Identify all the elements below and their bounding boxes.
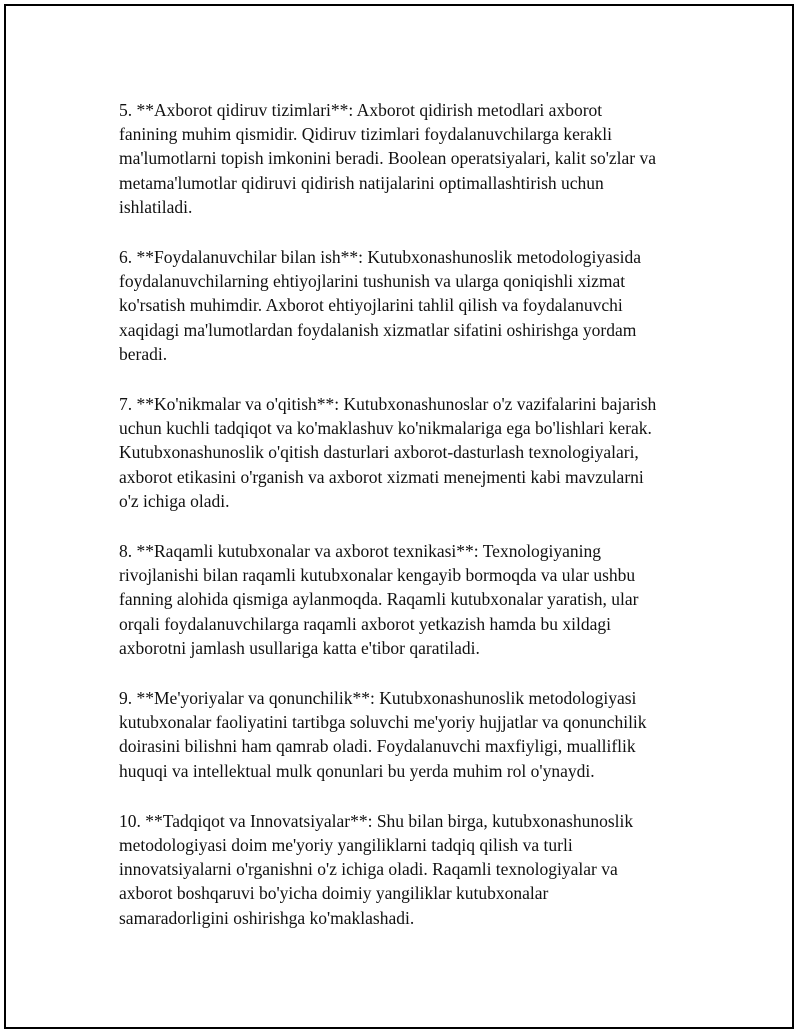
paragraph-10 (119, 809, 719, 930)
paragraph-line: fanning alohida qismiga aylanmoqda. Raqamli kutubxonalar yaratish, ular (119, 589, 639, 610)
paragraph-line: ma'lumotlarni topish imkonini beradi. Boolean operatsiyalari, kalit so'zlar va (119, 148, 657, 169)
paragraph-line: ko'rsatish muhimdir. Axborot ehtiyojlarini tahlil qilish va foydalanuvchi (119, 295, 623, 316)
paragraph-line: uchun kuchli tadqiqot va ko'maklashuv ko'nikmalariga ega bo'lishlari kerak. (119, 418, 652, 439)
paragraph-line: xaqidagi ma'lumotlardan foydalanish xizmatlar sifatini oshirishga yordam (119, 319, 637, 340)
paragraph-8 (119, 539, 719, 660)
paragraph-line: 7. **Ko'nikmalar va o'qitish**: Kutubxonashunoslar o'z vazifalarini bajarish (119, 394, 657, 415)
paragraph-line: beradi. (119, 343, 168, 364)
document-body (119, 98, 719, 956)
paragraph-5 (119, 98, 719, 219)
paragraph-line: 5. **Axborot qidiruv tizimlari**: Axborot qidirish metodlari axborot (119, 100, 603, 120)
paragraph-line: fanining muhim qismidir. Qidiruv tizimlari foydalanuvchilarga kerakli (119, 124, 612, 145)
paragraph-line: o'z ichiga oladi. (119, 490, 230, 511)
paragraph-line: huquqi va intellektual mulk qonunlari bu yerda muhim rol o'ynaydi. (119, 760, 595, 781)
paragraph-line: 10. **Tadqiqot va Innovatsiyalar**: Shu bilan birga, kutubxonashunoslik (119, 810, 634, 831)
paragraph-line: metodologiyasi doim me'yoriy yangiliklarni tadqiq qilish va turli (119, 835, 573, 856)
paragraph-line: axborot boshqaruvi bo'yicha doimiy yangiliklar kutubxonalar (119, 883, 549, 904)
paragraph-line: 6. **Foydalanuvchilar bilan ish**: Kutubxonashunoslik metodologiyasida (119, 247, 642, 268)
page-frame (4, 4, 794, 1029)
paragraph-line: axborot etikasini o'rganish va axborot xizmati menejmenti kabi mavzularni (119, 466, 644, 487)
paragraph-line: axborotni jamlash usullariga katta e'tibor qaratiladi. (119, 637, 480, 658)
paragraph-line: samaradorligini oshirishga ko'maklashadi. (119, 907, 415, 928)
paragraph-line: doirasini bilishni ham qamrab oladi. Foydalanuvchi maxfiyligi, mualliflik (119, 736, 636, 757)
paragraph-line: orqali foydalanuvchilarga raqamli axborot yetkazish hamda bu xildagi (119, 613, 611, 634)
paragraph-7 (119, 392, 719, 513)
paragraph-line: rivojlanishi bilan raqamli kutubxonalar kengayib bormoqda va ular ushbu (119, 565, 636, 586)
paragraph-line: innovatsiyalarni o'rganishni o'z ichiga oladi. Raqamli texnologiyalar va (119, 859, 618, 880)
paragraph-line: metama'lumotlar qidiruvi qidirish natijalarini optimallashtirish uchun (119, 172, 604, 193)
paragraph-line: ishlatiladi. (119, 196, 193, 217)
paragraph-line: Kutubxonashunoslik o'qitish dasturlari axborot-dasturlash texnologiyalari, (119, 442, 639, 463)
paragraph-line: kutubxonalar faoliyatini tartibga soluvchi me'yoriy hujjatlar va qonunchilik (119, 712, 647, 733)
paragraph-6 (119, 245, 719, 366)
paragraph-line: 9. **Me'yoriyalar va qonunchilik**: Kutubxonashunoslik metodologiyasi (119, 688, 637, 709)
paragraph-line: 8. **Raqamli kutubxonalar va axborot texnikasi**: Texnologiyaning (119, 541, 602, 562)
paragraph-line: foydalanuvchilarning ehtiyojlarini tushunish va ularga qoniqishli xizmat (119, 271, 626, 292)
paragraph-9 (119, 686, 719, 783)
